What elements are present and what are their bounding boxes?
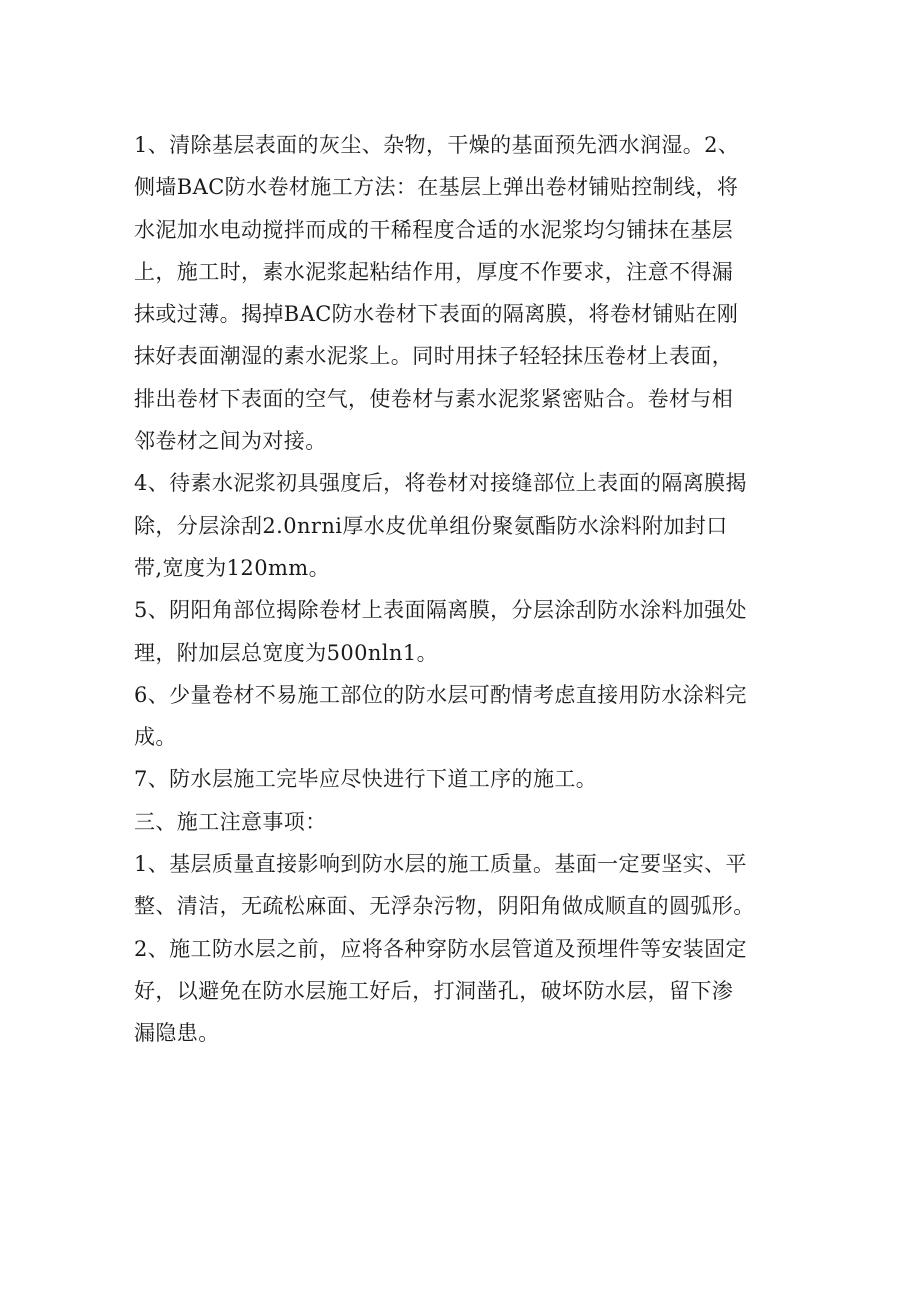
- text-line: 水泥加水电动搅拌而成的干稀程度合适的水泥浆均匀铺抹在基层: [134, 217, 734, 242]
- document-body: [134, 124, 799, 1055]
- text-line: 排出卷材下表面的空气，使卷材与素水泥浆紧密贴合。卷材与相: [134, 386, 734, 411]
- text-line: 侧墙BAC防水卷材施工方法：在基层上弹出卷材铺贴控制线，将: [134, 175, 739, 200]
- text-line: 2、施工防水层之前，应将各种穿防水层管道及预埋件等安装固定: [134, 936, 747, 961]
- text-line: 漏隐患。: [134, 1021, 220, 1046]
- text-line: 1、清除基层表面的灰尘、杂物，干燥的基面预先洒水润湿。2、: [134, 133, 740, 157]
- text-line: 5、阴阳角部位揭除卷材上表面隔离膜，分层涂刮防水涂料加强处: [134, 598, 747, 623]
- text-line: 带,宽度为120mm。: [134, 555, 330, 580]
- text-line: 邻卷材之间为对接。: [134, 429, 327, 454]
- text-line: 整、清洁，无疏松麻面、无浮杂污物，阴阳角做成顺直的圆弧形。: [134, 894, 755, 919]
- text-line: 理，附加层总宽度为500nln1。: [134, 640, 439, 665]
- section-heading: 三、施工注意事项：: [134, 809, 327, 834]
- text-line: 好，以避免在防水层施工好后，打洞凿孔，破坏防水层，留下渗: [134, 978, 734, 1003]
- text-line: 1、基层质量直接影响到防水层的施工质量。基面一定要坚实、平: [134, 852, 747, 877]
- text-line: 除，分层涂刮2.0nrni厚水皮优单组份聚氨酯防水涂料附加封口: [134, 513, 728, 538]
- text-line: 7、防水层施工完毕应尽快进行下道工序的施工。: [134, 767, 598, 792]
- text-line: 抹或过薄。揭掉BAC防水卷材下表面的隔离膜，将卷材铺贴在刚: [134, 302, 739, 327]
- text-line: 上，施工时，素水泥浆起粘结作用，厚度不作要求，注意不得漏: [134, 259, 734, 284]
- text-line: 抹好表面潮湿的素水泥浆上。同时用抹子轻轻抹压卷材上表面，: [134, 344, 734, 369]
- text-line: 6、少量卷材不易施工部位的防水层可酌情考虑直接用防水涂料完: [134, 682, 747, 707]
- text-line: 成。: [134, 725, 177, 750]
- text-line: 4、待素水泥浆初具强度后，将卷材对接缝部位上表面的隔离膜揭: [134, 471, 747, 496]
